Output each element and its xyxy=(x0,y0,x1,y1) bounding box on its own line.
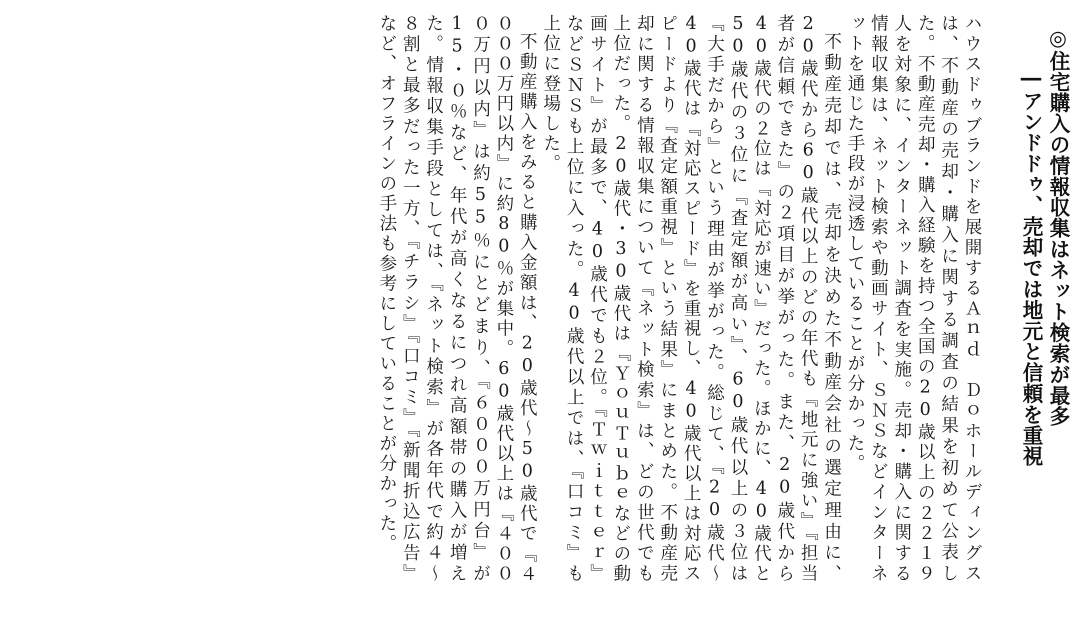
paragraph-intro: ハウスドゥブランドを展開するＡｎｄ Ｄｏホールディングスは、不動産の売却・購入に関する調査の結果を初めて公表した。不動産売却・購入経験を持つ全国の20歳以上の２２１９人を対象に、インターネット調査を実施。売却・購入に関する情報収集は、ネット検索や動画サイト、ＳＮＳなどインターネットを通じた手段が浸透していることが分かった。 xyxy=(844,14,982,584)
article-headline xyxy=(1017,14,1071,603)
paragraph-purchase: 不動産購入をみると購入金額は、20歳代～50歳代で『４０００万円以内』に約80％が集中。60歳代以上は『４０００万円以内』は約55％にとどまり、『６０００万円台』が15・０％など、年代が高くなるにつれ高額帯の購入が増えた。情報収集手段としては、『ネット検索』が各年代で約４～８割と最多だった一方、『チラシ』『口コミ』『新聞折込広告』など、オフラインの手法も参考にしていることが分かった。 xyxy=(376,14,538,584)
paragraph-sale: 不動産売却では、売却を決めた不動産会社の選定理由に、20歳代から60歳代以上のどの年代も『地元に強い』『担当者が信頼できた』の２項目が挙がった。また、20歳代から40歳代の２位は『対応が速い』だった。ほかに、40歳代と50歳代の３位に『査定額が高い』、60歳代以上の３位は『大手だから』という理由が挙がった。総じて、『20歳代～40歳代は『対応スピード』を重視し、40歳代以上は対応スピードより『査定額重視』という結果』にまとめた。不動産売却に関する情報収集について『ネット検索』は、どの世代でも上位だった。20歳代・30歳代は『ＹｏｕＴｕｂｅなどの動画サイト』が最多で、40歳代でも２位。『Ｔｗｉｔｔｅｒ』などＳＮＳも上位に入った。40歳代以上では、『口コミ』も上位に登場した。 xyxy=(540,14,842,584)
headline-main: ◎住宅購入の情報収集はネット検索が最多 xyxy=(1046,26,1070,427)
article-body xyxy=(374,14,983,584)
headline-subtitle: ―アンドドゥ、売却では地元と信頼を重視 xyxy=(1019,66,1043,467)
news-article xyxy=(14,14,1071,603)
